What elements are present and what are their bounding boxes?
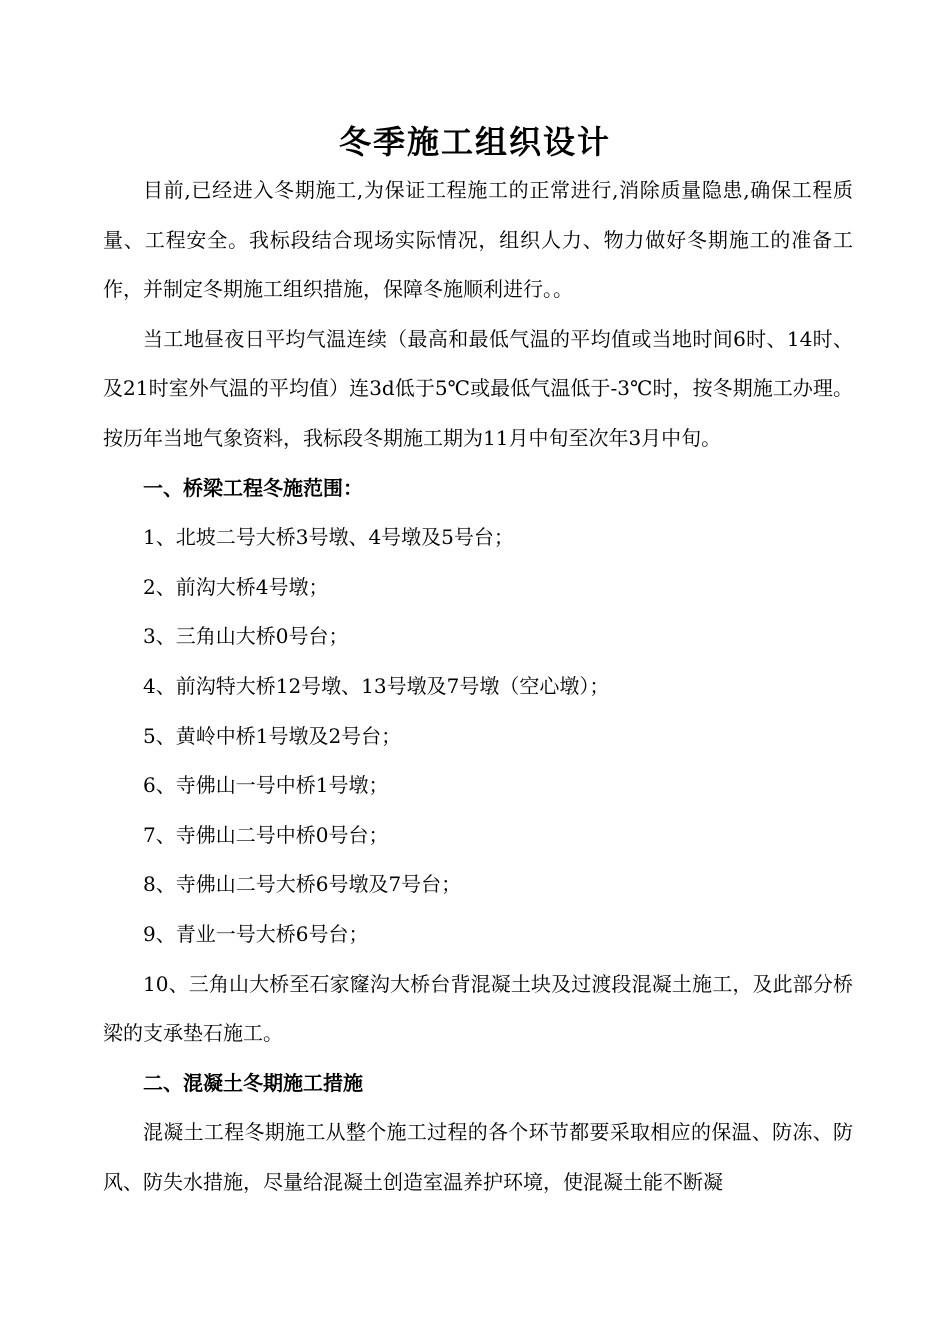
list-item: 2、前沟大桥4号墩； bbox=[143, 574, 329, 599]
document-title: 冬季施工组织设计 bbox=[338, 123, 611, 161]
intro-paragraph-2: 当工地昼夜日平均气温连续（最高和最低气温的平均值或当地时间6时、14时、及21时室外气温的平均值）连3d低于5℃或最低气温低于-3℃时，按冬期施工办理。按历年当地气象资料，我标段冬期施工期为11月中旬至次年3月中旬。 bbox=[103, 326, 853, 450]
list-item: 8、寺佛山二号大桥6号墩及7号台； bbox=[143, 872, 462, 897]
list-item: 4、前沟特大桥12号墩、13号墩及7号墩（空心墩）； bbox=[143, 673, 610, 698]
list-item: 1、北坡二号大桥3号墩、4号墩及5号台； bbox=[143, 525, 514, 550]
list-item: 7、寺佛山二号中桥0号台； bbox=[143, 822, 389, 847]
list-item: 5、黄岭中桥1号墩及2号台； bbox=[143, 723, 402, 748]
section-2-paragraph: 混凝土工程冬期施工从整个施工过程的各个环节都要采取相应的保温、防冻、防风、防失水措施，尽量给混凝土创造室温养护环境，使混凝土能不断凝 bbox=[103, 1120, 853, 1194]
document-body bbox=[103, 166, 853, 1207]
list-item: 6、寺佛山一号中桥1号墩； bbox=[143, 773, 389, 798]
list-item: 10、三角山大桥至石家窿沟大桥台背混凝土块及过渡段混凝土施工，及此部分桥梁的支承垫石施工。 bbox=[103, 971, 853, 1046]
list-item: 9、青业一号大桥6号台； bbox=[143, 921, 369, 946]
section-2-heading: 二、混凝土冬期施工措施 bbox=[143, 1070, 363, 1095]
section-1-heading: 一、桥梁工程冬施范围： bbox=[143, 475, 363, 500]
intro-paragraph-1: 目前,已经进入冬期施工,为保证工程施工的正常进行,消除质量隐患,确保工程质量、工程安全。我标段结合现场实际情况，组织人力、物力做好冬期施工的准备工作，并制定冬期施工组织措施，保障冬施顺利进行。。 bbox=[103, 178, 853, 302]
list-item: 3、三角山大桥0号台； bbox=[143, 624, 349, 649]
